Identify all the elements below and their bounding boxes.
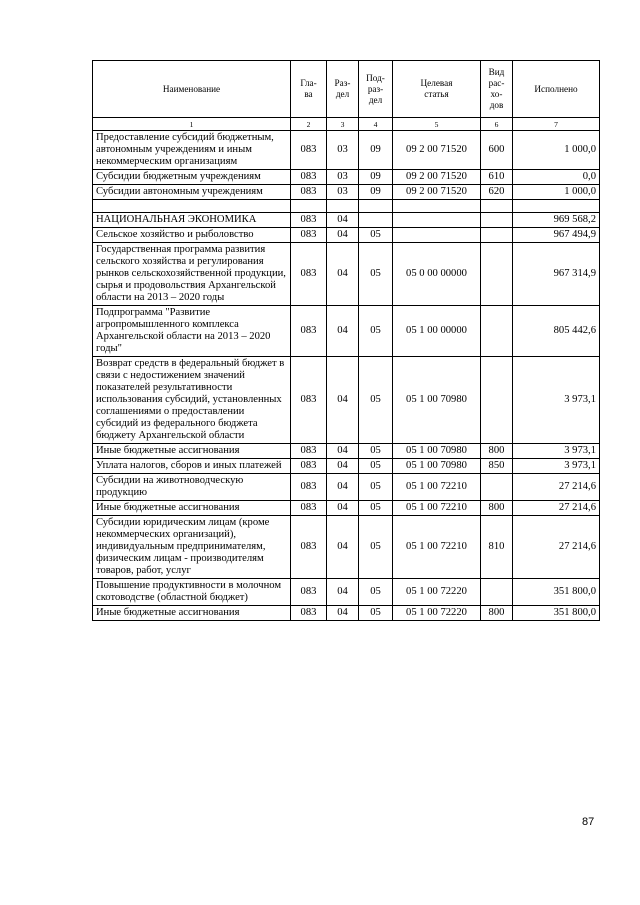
row-expense-type: [481, 200, 513, 213]
row-name: Предоставление субсидий бюджетным, автономным учреждениям и иным некоммерческим организациям: [93, 131, 291, 170]
table-row: [93, 357, 600, 444]
header-expense-type: Вид рас- хо- дов: [481, 61, 513, 118]
row-chapter: 083: [291, 306, 327, 357]
row-target-article: 05 1 00 72220: [393, 579, 481, 606]
table-row: [93, 474, 600, 501]
row-expense-type: 610: [481, 170, 513, 185]
row-target-article: 05 1 00 72210: [393, 501, 481, 516]
row-expense-type: 800: [481, 606, 513, 621]
table-body: [93, 131, 600, 621]
row-name: Субсидии юридическим лицам (кроме некоммерческих организаций), индивидуальным предпринимателям, физическим лицам - производителям товаров, работ, услуг: [93, 516, 291, 579]
row-chapter: 083: [291, 444, 327, 459]
row-subsection: 05: [359, 474, 393, 501]
table-row: [93, 579, 600, 606]
table-row: [93, 170, 600, 185]
column-number: 7: [513, 118, 600, 131]
table-row: [93, 459, 600, 474]
row-target-article: 05 1 00 72210: [393, 516, 481, 579]
row-expense-type: 850: [481, 459, 513, 474]
row-expense-type: 800: [481, 444, 513, 459]
budget-execution-table: [92, 60, 600, 621]
row-amount: 967 314,9: [513, 243, 600, 306]
row-chapter: 083: [291, 579, 327, 606]
row-section: 04: [327, 213, 359, 228]
table-row: [93, 444, 600, 459]
row-amount: 1 000,0: [513, 185, 600, 200]
table-row: [93, 516, 600, 579]
column-number: 4: [359, 118, 393, 131]
table-row: [93, 306, 600, 357]
row-target-article: [393, 200, 481, 213]
row-subsection: 09: [359, 170, 393, 185]
row-target-article: 09 2 00 71520: [393, 170, 481, 185]
row-amount: 27 214,6: [513, 501, 600, 516]
row-section: [327, 200, 359, 213]
row-section: 04: [327, 606, 359, 621]
row-name: Подпрограмма "Развитие агропромышленного комплекса Архангельской области на 2013 – 2020 годы": [93, 306, 291, 357]
row-name: Иные бюджетные ассигнования: [93, 606, 291, 621]
row-name: Иные бюджетные ассигнования: [93, 444, 291, 459]
row-name: Уплата налогов, сборов и иных платежей: [93, 459, 291, 474]
row-expense-type: [481, 228, 513, 243]
row-subsection: 05: [359, 444, 393, 459]
row-amount: [513, 200, 600, 213]
row-subsection: 05: [359, 228, 393, 243]
header-executed: Исполнено: [513, 61, 600, 118]
row-expense-type: [481, 357, 513, 444]
row-name: Повышение продуктивности в молочном скотоводстве (областной бюджет): [93, 579, 291, 606]
row-amount: 351 800,0: [513, 579, 600, 606]
row-chapter: 083: [291, 185, 327, 200]
row-amount: 351 800,0: [513, 606, 600, 621]
row-chapter: 083: [291, 357, 327, 444]
row-subsection: 05: [359, 606, 393, 621]
row-name: Субсидии бюджетным учреждениям: [93, 170, 291, 185]
row-name: Сельское хозяйство и рыболовство: [93, 228, 291, 243]
row-section: 04: [327, 243, 359, 306]
row-name: НАЦИОНАЛЬНАЯ ЭКОНОМИКА: [93, 213, 291, 228]
row-amount: 805 442,6: [513, 306, 600, 357]
header-subsection: Под- раз- дел: [359, 61, 393, 118]
row-amount: 969 568,2: [513, 213, 600, 228]
row-target-article: 09 2 00 71520: [393, 185, 481, 200]
row-subsection: 05: [359, 516, 393, 579]
row-section: 04: [327, 501, 359, 516]
row-section: 04: [327, 228, 359, 243]
row-name: Субсидии автономным учреждениям: [93, 185, 291, 200]
row-amount: 3 973,1: [513, 459, 600, 474]
table-row: [93, 213, 600, 228]
row-subsection: 05: [359, 501, 393, 516]
row-target-article: [393, 213, 481, 228]
row-chapter: 083: [291, 459, 327, 474]
row-target-article: 05 1 00 70980: [393, 357, 481, 444]
table-row: [93, 501, 600, 516]
row-target-article: 05 1 00 72220: [393, 606, 481, 621]
row-subsection: 05: [359, 579, 393, 606]
header-section: Раз- дел: [327, 61, 359, 118]
table-row: [93, 200, 600, 213]
row-target-article: 05 1 00 72210: [393, 474, 481, 501]
row-chapter: 083: [291, 228, 327, 243]
row-section: 03: [327, 185, 359, 200]
row-name: Иные бюджетные ассигнования: [93, 501, 291, 516]
row-subsection: 05: [359, 243, 393, 306]
header-chapter: Гла- ва: [291, 61, 327, 118]
column-number-row: [93, 118, 600, 131]
row-section: 03: [327, 131, 359, 170]
row-expense-type: [481, 213, 513, 228]
page-number: 87: [582, 816, 595, 828]
table-row: [93, 228, 600, 243]
row-target-article: [393, 228, 481, 243]
row-name: Государственная программа развития сельского хозяйства и регулирования рынков сельскохозяйственной продукции, сырья и продовольствия Архангельской области на 2013 – 2020 годы: [93, 243, 291, 306]
row-section: 03: [327, 170, 359, 185]
row-expense-type: [481, 474, 513, 501]
row-section: 04: [327, 579, 359, 606]
table-row: [93, 243, 600, 306]
row-name: Возврат средств в федеральный бюджет в связи с недостижением значений показателей результативности использования субсидий, установленных соглашениями о предоставлении субсидий из федерального бюджета бюджету Архангельской области: [93, 357, 291, 444]
row-amount: 3 973,1: [513, 444, 600, 459]
header-row: [93, 61, 600, 118]
table-row: [93, 131, 600, 170]
row-section: 04: [327, 444, 359, 459]
table-row: [93, 606, 600, 621]
row-expense-type: [481, 306, 513, 357]
row-amount: 967 494,9: [513, 228, 600, 243]
table-row: [93, 185, 600, 200]
row-subsection: 05: [359, 357, 393, 444]
row-amount: 27 214,6: [513, 516, 600, 579]
column-number: 3: [327, 118, 359, 131]
row-chapter: 083: [291, 474, 327, 501]
column-number: 2: [291, 118, 327, 131]
row-expense-type: 810: [481, 516, 513, 579]
row-subsection: 05: [359, 306, 393, 357]
row-subsection: [359, 200, 393, 213]
column-number: 1: [93, 118, 291, 131]
row-amount: 0,0: [513, 170, 600, 185]
row-chapter: 083: [291, 243, 327, 306]
row-expense-type: [481, 579, 513, 606]
header-target-article: Целевая статья: [393, 61, 481, 118]
column-number: 5: [393, 118, 481, 131]
row-chapter: 083: [291, 501, 327, 516]
row-target-article: 05 1 00 00000: [393, 306, 481, 357]
row-chapter: 083: [291, 170, 327, 185]
row-name: Субсидии на животноводческую продукцию: [93, 474, 291, 501]
row-section: 04: [327, 357, 359, 444]
row-chapter: 083: [291, 516, 327, 579]
row-target-article: 05 1 00 70980: [393, 444, 481, 459]
row-target-article: 05 1 00 70980: [393, 459, 481, 474]
row-target-article: 05 0 00 00000: [393, 243, 481, 306]
row-subsection: 05: [359, 459, 393, 474]
row-amount: 1 000,0: [513, 131, 600, 170]
row-section: 04: [327, 474, 359, 501]
row-target-article: 09 2 00 71520: [393, 131, 481, 170]
row-expense-type: 800: [481, 501, 513, 516]
row-subsection: 09: [359, 131, 393, 170]
row-subsection: [359, 213, 393, 228]
row-amount: 27 214,6: [513, 474, 600, 501]
row-expense-type: 600: [481, 131, 513, 170]
row-section: 04: [327, 306, 359, 357]
row-amount: 3 973,1: [513, 357, 600, 444]
row-section: 04: [327, 516, 359, 579]
column-number: 6: [481, 118, 513, 131]
row-expense-type: [481, 243, 513, 306]
row-chapter: [291, 200, 327, 213]
row-subsection: 09: [359, 185, 393, 200]
row-expense-type: 620: [481, 185, 513, 200]
row-name: [93, 200, 291, 213]
row-chapter: 083: [291, 131, 327, 170]
row-chapter: 083: [291, 213, 327, 228]
row-chapter: 083: [291, 606, 327, 621]
row-section: 04: [327, 459, 359, 474]
header-name: Наименование: [93, 61, 291, 118]
